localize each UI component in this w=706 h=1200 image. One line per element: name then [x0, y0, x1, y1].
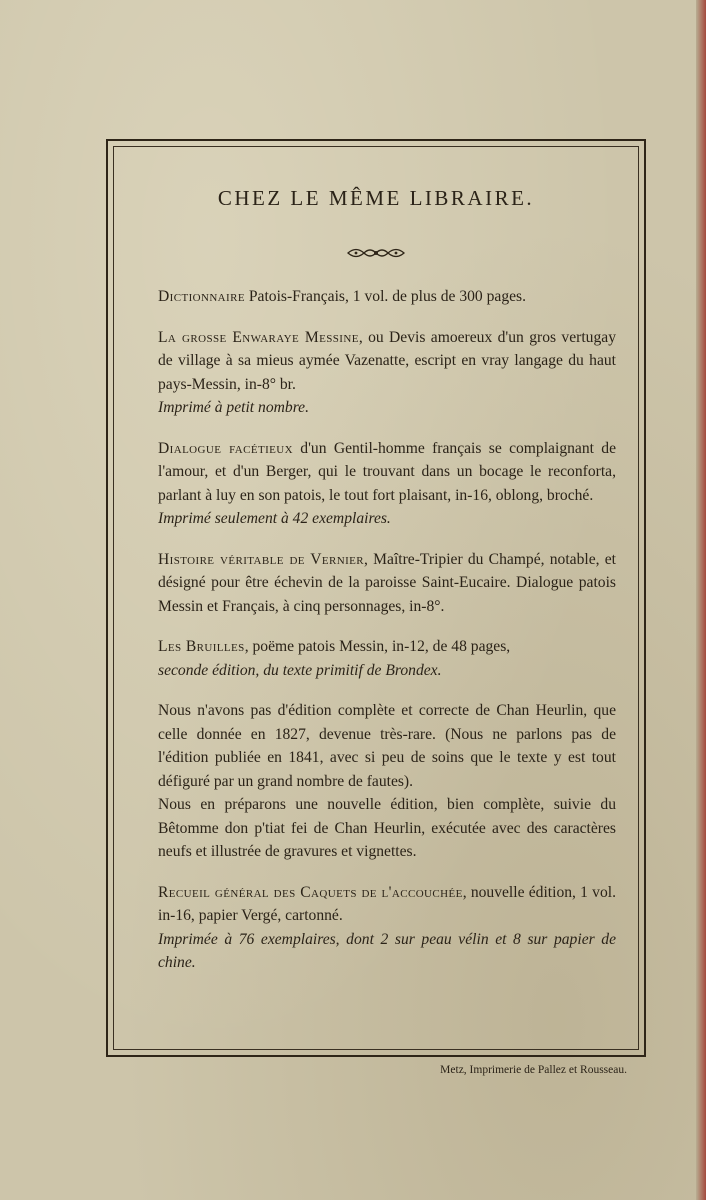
entry-text [158, 548, 616, 619]
entry-text [158, 326, 616, 420]
fleuron-ornament-icon [346, 244, 406, 262]
entry-text [158, 635, 616, 682]
entry-lead: La grosse Enwaraye Messine [158, 328, 359, 346]
entry-body: d'un Gentil-homme français se complaignant de l'amour, et d'un Berger, qui le trouvant dans un bocage le reconforta, parlant à luy en son patois, le tout fort plaisant, in-16, oblong, broché. [158, 439, 617, 504]
entry-text [158, 285, 616, 309]
entry-text [158, 881, 616, 975]
entry-note: Imprimé à petit nombre. [158, 399, 310, 416]
entry-lead: Les Bruilles [158, 638, 245, 655]
entry-body: , Maître-Tripier du Champé, notable, et désigné pour être échevin de la paroisse Saint-Eucaire. Dialogue patois Messin et Français, à cinq personnages, in-8°. [158, 550, 617, 615]
note-paragraph: Nous n'avons pas d'édition complète et correcte de Chan Heurlin, que celle donnée en 1827, devenue très-rare. (Nous ne parlons pas de l'édition publiée en 1841, avec si peu de soins que le texte y est tout défiguré par un grand nombre de fautes). [158, 702, 616, 790]
list-item [158, 881, 616, 975]
list-item [158, 548, 616, 619]
entry-lead: Dictionnaire [158, 288, 245, 305]
entry-note: Imprimée à 76 exemplaires, dont 2 sur peau vélin et 8 sur papier de chine. [158, 930, 616, 971]
entry-lead: Dialogue facétieux [158, 439, 293, 457]
list-item [158, 326, 616, 420]
entry-text [158, 437, 616, 531]
entry-body: Patois-Français, 1 vol. de plus de 300 pages. [244, 288, 527, 305]
cover-edge [696, 0, 706, 1200]
entry-note: Imprimé seulement à 42 exemplaires. [158, 510, 391, 527]
entry-body: , ou Devis amoereux d'un gros vertugay de village à sa mieus aymée Vazenatte, escript en vray langage du haut pays-Messin, in-8° br. [158, 328, 616, 393]
entry-lead: Histoire véritable de Vernier [158, 550, 365, 568]
entry-body: , nouvelle édition, 1 vol. in-16, papier Vergé, cartonné. [158, 883, 616, 924]
printer-imprint: Metz, Imprimerie de Pallez et Rousseau. [440, 1064, 627, 1076]
entry-lead: Recueil général des Caquets de l'accouchée [158, 883, 463, 901]
entry-body: , poëme patois Messin, in-12, de 48 pages, [244, 638, 511, 655]
entry-note: seconde édition, du texte primitif de Brondex. [158, 661, 442, 679]
note-paragraph: Nous en préparons une nouvelle édition, bien complète, suivie du Bêtomme don p'tiat fei de Chan Heurlin, exécutée avec des caractères neufs et illustrée de gravures et vignettes. [158, 796, 616, 860]
list-item [158, 285, 616, 309]
chan-heurlin-note [158, 699, 616, 864]
list-item [158, 437, 616, 531]
book-list [158, 285, 616, 992]
list-item [158, 635, 616, 682]
page-title: CHEZ LE MÊME LIBRAIRE. [217, 186, 535, 210]
